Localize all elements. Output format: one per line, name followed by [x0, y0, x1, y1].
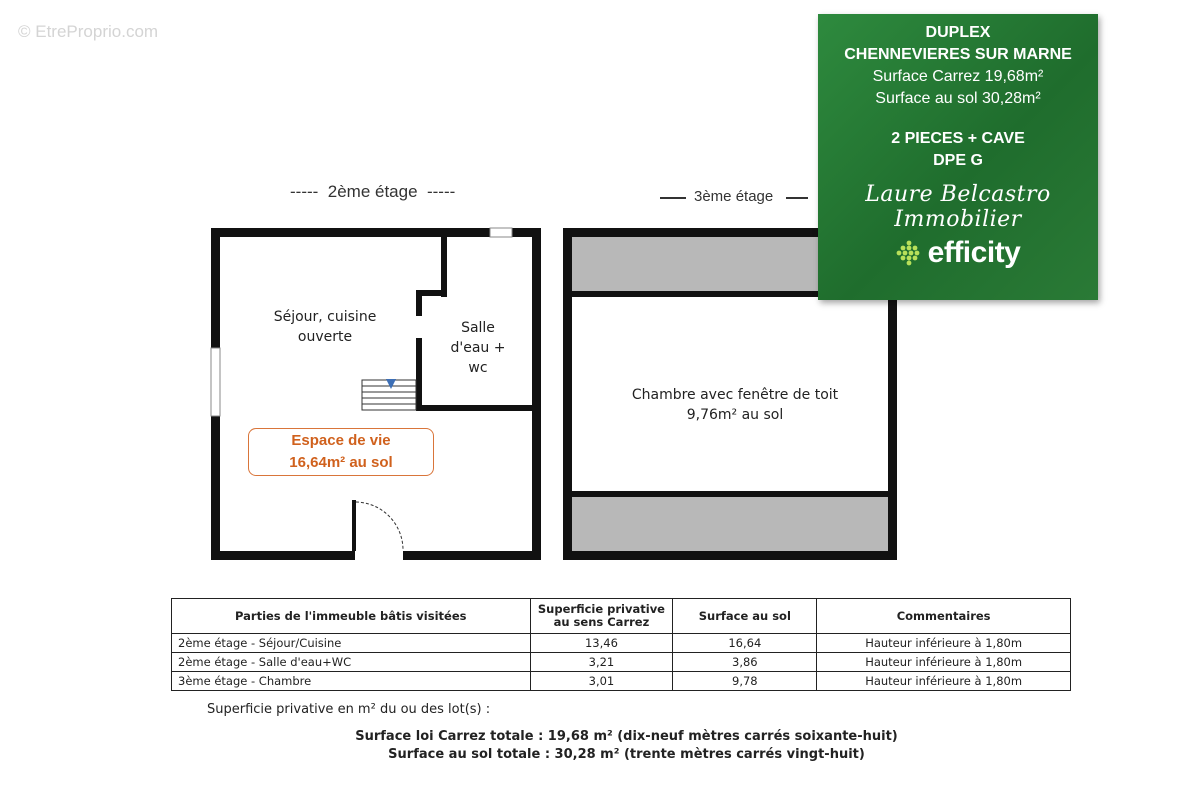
floor3-wall-bottom: [572, 491, 888, 497]
surface-table: [171, 598, 1071, 691]
floor2-label: ----- 2ème étage -----: [290, 182, 456, 201]
cell-sol: 3,86: [673, 653, 817, 672]
cell-partie: 2ème étage - Salle d'eau+WC: [172, 653, 531, 672]
room-label-sejour: Séjour, cuisine ouverte: [273, 309, 377, 345]
cell-partie: 3ème étage - Chambre: [172, 672, 531, 691]
header-sol: Surface au sol: [673, 599, 817, 634]
door-leaf: [352, 500, 356, 551]
table-row: [172, 634, 1071, 653]
cell-sol: 9,78: [673, 672, 817, 691]
stairs: [362, 379, 416, 410]
card-title: DUPLEX: [925, 24, 991, 41]
table-row: [172, 672, 1071, 691]
espace-line1: Espace de vie: [291, 432, 391, 449]
footer-intro: Superficie privative en m² du ou des lot(s) :: [207, 702, 491, 717]
card-carrez: Surface Carrez 19,68m²: [872, 68, 1044, 85]
top-window: [490, 228, 512, 237]
door-swing: [356, 502, 403, 549]
card-brand: efficity: [927, 236, 1021, 269]
card-dpe: DPE G: [933, 152, 983, 169]
espace-de-vie-badge: [248, 428, 434, 476]
bath-wall-bottom: [416, 405, 532, 411]
bath-wall-left-bottom: [416, 338, 422, 411]
header-carrez: Superficie privative au sens Carrez: [530, 599, 673, 634]
card-pieces: 2 PIECES + CAVE: [891, 130, 1025, 147]
low-ceiling-bottom: [572, 497, 888, 551]
cell-partie: 2ème étage - Séjour/Cuisine: [172, 634, 531, 653]
cell-commentaire: Hauteur inférieure à 1,80m: [817, 672, 1071, 691]
footer-total-sol: Surface au sol totale : 30,28 m² (trente mètres carrés vingt-huit): [388, 747, 865, 762]
footer-total-carrez: Surface loi Carrez totale : 19,68 m² (dix-neuf mètres carrés soixante-huit): [355, 729, 898, 744]
cell-carrez: 3,01: [530, 672, 673, 691]
cell-sol: 16,64: [673, 634, 817, 653]
header-commentaires: Commentaires: [817, 599, 1071, 634]
floor2-plan: [211, 228, 541, 562]
efficity-logo-icon: [896, 240, 922, 266]
left-window: [211, 348, 220, 416]
espace-line2: 16,64m² au sol: [289, 454, 393, 471]
cell-carrez: 13,46: [530, 634, 673, 653]
header-parties: Parties de l'immeuble bâtis visitées: [172, 599, 531, 634]
cell-commentaire: Hauteur inférieure à 1,80m: [817, 653, 1071, 672]
door-opening: [355, 549, 403, 562]
card-sol: Surface au sol 30,28m²: [875, 90, 1041, 107]
floor3-label: 3ème étage: [694, 188, 774, 205]
bath-wall-left-top: [416, 290, 422, 316]
table-header-row: [172, 599, 1071, 634]
room-label-salle: Salle d'eau + wc: [450, 320, 506, 376]
cell-commentaire: Hauteur inférieure à 1,80m: [817, 634, 1071, 653]
cell-carrez: 3,21: [530, 653, 673, 672]
room-label-chambre: [600, 385, 870, 425]
chambre-line2: 9,76m² au sol: [686, 407, 784, 423]
watermark: © EtreProprio.com: [18, 22, 159, 41]
table-row: [172, 653, 1071, 672]
card-location: CHENNEVIERES SUR MARNE: [844, 46, 1072, 63]
listing-card: [818, 14, 1098, 300]
card-agent: Laure Belcastro Immobilier: [865, 182, 1051, 232]
bath-wall-left-upper: [441, 237, 447, 297]
chambre-line1: Chambre avec fenêtre de toit: [631, 387, 839, 403]
